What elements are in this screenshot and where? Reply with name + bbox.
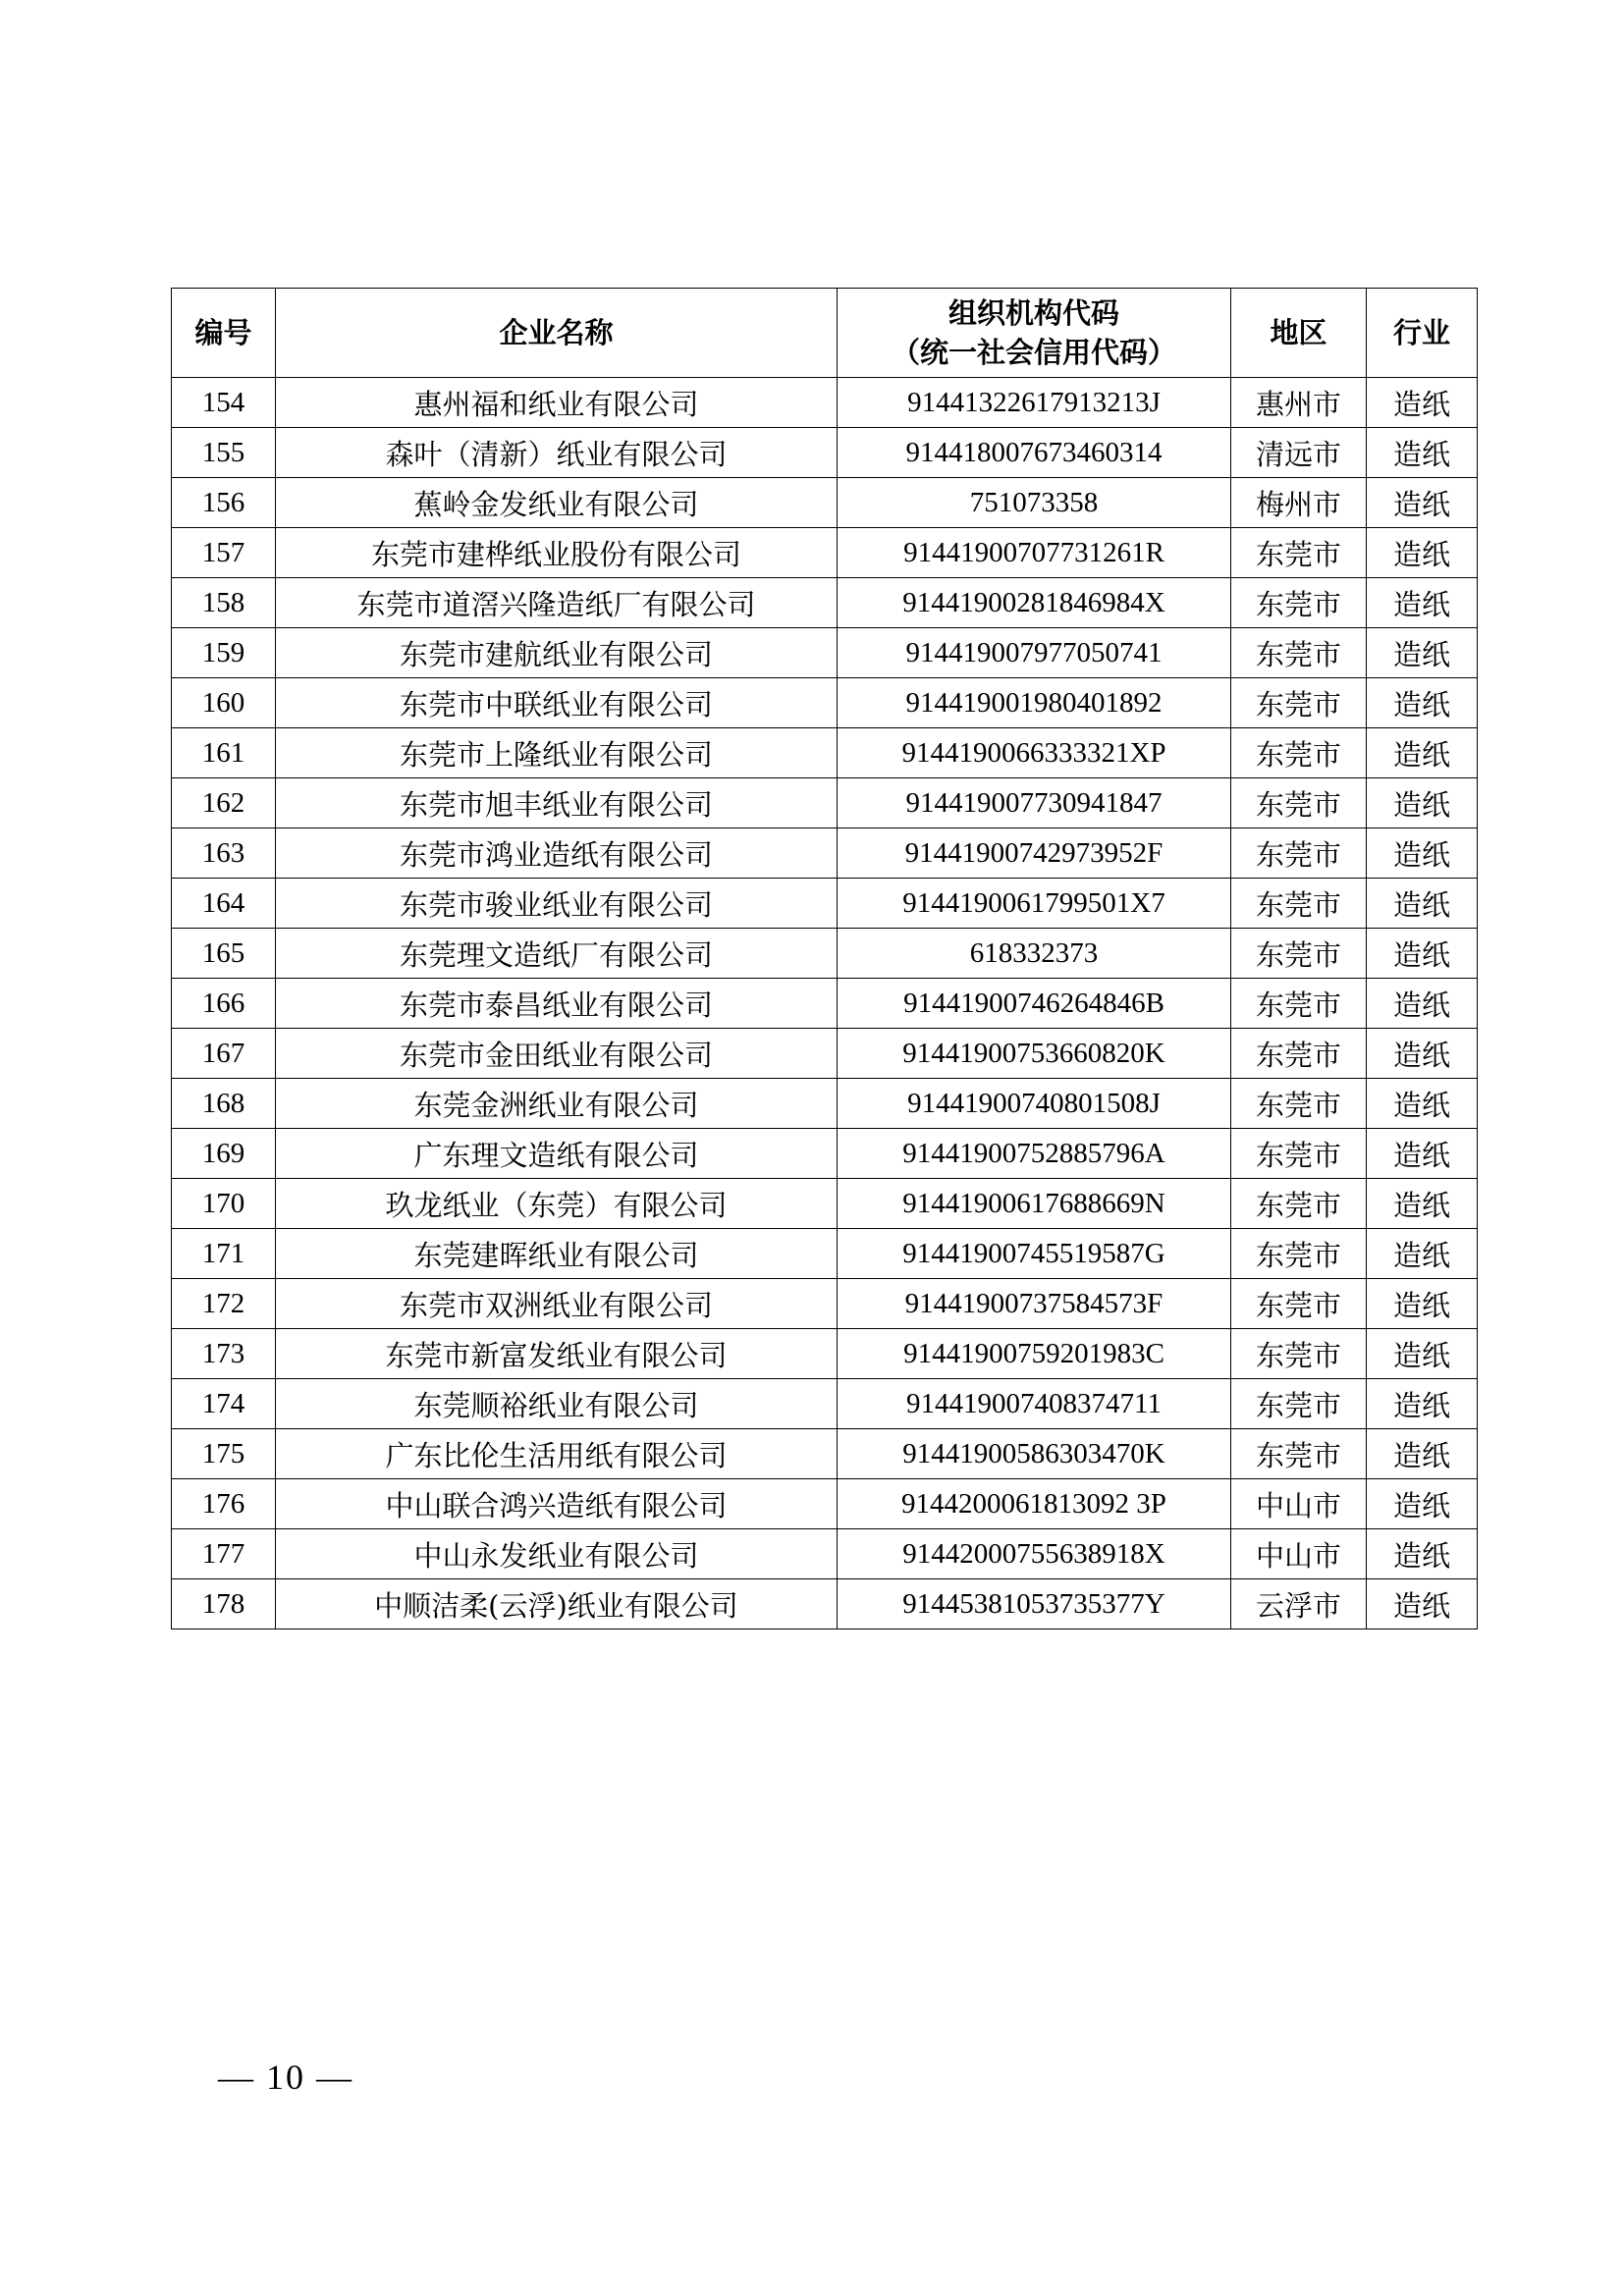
cell-industry: 造纸 <box>1367 1079 1478 1129</box>
table-row <box>172 528 1478 578</box>
cell-region: 东莞市 <box>1231 678 1367 728</box>
cell-industry: 造纸 <box>1367 979 1478 1029</box>
cell-no: 160 <box>172 678 276 728</box>
table-row <box>172 478 1478 528</box>
cell-region: 中山市 <box>1231 1529 1367 1579</box>
cell-region: 东莞市 <box>1231 1079 1367 1129</box>
cell-region: 东莞市 <box>1231 1029 1367 1079</box>
header-code <box>838 289 1231 378</box>
cell-no: 170 <box>172 1179 276 1229</box>
cell-name: 广东理文造纸有限公司 <box>276 1129 838 1179</box>
cell-region: 东莞市 <box>1231 628 1367 678</box>
table-row <box>172 1229 1478 1279</box>
cell-name: 东莞市骏业纸业有限公司 <box>276 879 838 929</box>
cell-industry: 造纸 <box>1367 879 1478 929</box>
cell-name: 东莞市建航纸业有限公司 <box>276 628 838 678</box>
cell-code: 91441900737584573F <box>838 1279 1231 1329</box>
cell-industry: 造纸 <box>1367 828 1478 879</box>
cell-name: 东莞顺裕纸业有限公司 <box>276 1379 838 1429</box>
cell-no: 178 <box>172 1579 276 1629</box>
cell-industry: 造纸 <box>1367 528 1478 578</box>
cell-industry: 造纸 <box>1367 1129 1478 1179</box>
cell-name: 蕉岭金发纸业有限公司 <box>276 478 838 528</box>
cell-industry: 造纸 <box>1367 1229 1478 1279</box>
table-row <box>172 1529 1478 1579</box>
cell-code: 91441900746264846B <box>838 979 1231 1029</box>
cell-name: 中顺洁柔(云浮)纸业有限公司 <box>276 1579 838 1629</box>
cell-region: 东莞市 <box>1231 1179 1367 1229</box>
cell-name: 东莞市上隆纸业有限公司 <box>276 728 838 778</box>
table-row <box>172 1029 1478 1079</box>
cell-name: 玖龙纸业（东莞）有限公司 <box>276 1179 838 1229</box>
cell-industry: 造纸 <box>1367 578 1478 628</box>
table-row <box>172 578 1478 628</box>
table-row <box>172 378 1478 428</box>
cell-no: 169 <box>172 1129 276 1179</box>
table-row <box>172 778 1478 828</box>
cell-no: 174 <box>172 1379 276 1429</box>
cell-name: 东莞市泰昌纸业有限公司 <box>276 979 838 1029</box>
cell-industry: 造纸 <box>1367 428 1478 478</box>
cell-no: 165 <box>172 929 276 979</box>
cell-name: 中山永发纸业有限公司 <box>276 1529 838 1579</box>
cell-name: 惠州福和纸业有限公司 <box>276 378 838 428</box>
cell-name: 森叶（清新）纸业有限公司 <box>276 428 838 478</box>
cell-region: 东莞市 <box>1231 879 1367 929</box>
table-row <box>172 1329 1478 1379</box>
cell-industry: 造纸 <box>1367 378 1478 428</box>
cell-region: 惠州市 <box>1231 378 1367 428</box>
header-name: 企业名称 <box>276 289 838 378</box>
table-row <box>172 929 1478 979</box>
cell-code: 9144190061799501X7 <box>838 879 1231 929</box>
cell-name: 东莞市金田纸业有限公司 <box>276 1029 838 1079</box>
table-row <box>172 1429 1478 1479</box>
cell-code: 91441900752885796A <box>838 1129 1231 1179</box>
table-row <box>172 828 1478 879</box>
header-industry: 行业 <box>1367 289 1478 378</box>
header-region: 地区 <box>1231 289 1367 378</box>
cell-region: 东莞市 <box>1231 1379 1367 1429</box>
cell-code: 91441900740801508J <box>838 1079 1231 1129</box>
page-number: — 10 — <box>218 2057 353 2097</box>
cell-no: 171 <box>172 1229 276 1279</box>
enterprise-table <box>171 288 1478 1629</box>
cell-region: 东莞市 <box>1231 979 1367 1029</box>
cell-no: 159 <box>172 628 276 678</box>
table-row <box>172 428 1478 478</box>
table-row <box>172 879 1478 929</box>
cell-code: 91441900753660820K <box>838 1029 1231 1079</box>
header-row <box>172 289 1478 378</box>
cell-no: 176 <box>172 1479 276 1529</box>
table-header <box>172 289 1478 378</box>
cell-code: 91441900742973952F <box>838 828 1231 879</box>
cell-code: 914419007730941847 <box>838 778 1231 828</box>
cell-industry: 造纸 <box>1367 1329 1478 1379</box>
cell-industry: 造纸 <box>1367 929 1478 979</box>
cell-code: 91441900586303470K <box>838 1429 1231 1479</box>
cell-region: 东莞市 <box>1231 1129 1367 1179</box>
cell-no: 172 <box>172 1279 276 1329</box>
cell-code: 91441322617913213J <box>838 378 1231 428</box>
cell-region: 东莞市 <box>1231 1279 1367 1329</box>
cell-no: 177 <box>172 1529 276 1579</box>
cell-industry: 造纸 <box>1367 728 1478 778</box>
cell-industry: 造纸 <box>1367 1429 1478 1479</box>
table-row <box>172 1179 1478 1229</box>
cell-region: 东莞市 <box>1231 728 1367 778</box>
cell-code: 91441900759201983C <box>838 1329 1231 1379</box>
cell-industry: 造纸 <box>1367 1479 1478 1529</box>
table-row <box>172 678 1478 728</box>
cell-code: 9144190066333321XP <box>838 728 1231 778</box>
cell-industry: 造纸 <box>1367 678 1478 728</box>
header-code-line1: 组织机构代码 <box>947 296 1119 330</box>
cell-no: 154 <box>172 378 276 428</box>
cell-no: 155 <box>172 428 276 478</box>
cell-name: 东莞金洲纸业有限公司 <box>276 1079 838 1129</box>
cell-name: 东莞市鸿业造纸有限公司 <box>276 828 838 879</box>
cell-name: 广东比伦生活用纸有限公司 <box>276 1429 838 1479</box>
cell-name: 东莞市建桦纸业股份有限公司 <box>276 528 838 578</box>
cell-name: 东莞理文造纸厂有限公司 <box>276 929 838 979</box>
table-row <box>172 1579 1478 1629</box>
cell-no: 156 <box>172 478 276 528</box>
cell-no: 173 <box>172 1329 276 1379</box>
cell-code: 914419001980401892 <box>838 678 1231 728</box>
cell-no: 162 <box>172 778 276 828</box>
cell-code: 91441900707731261R <box>838 528 1231 578</box>
cell-industry: 造纸 <box>1367 1279 1478 1329</box>
cell-region: 东莞市 <box>1231 528 1367 578</box>
cell-no: 167 <box>172 1029 276 1079</box>
header-code-line2: （统一社会信用代码） <box>891 336 1176 369</box>
cell-region: 东莞市 <box>1231 1429 1367 1479</box>
cell-industry: 造纸 <box>1367 778 1478 828</box>
table-row <box>172 628 1478 678</box>
table-row <box>172 1129 1478 1179</box>
cell-name: 中山联合鸿兴造纸有限公司 <box>276 1479 838 1529</box>
cell-no: 164 <box>172 879 276 929</box>
cell-region: 东莞市 <box>1231 929 1367 979</box>
cell-code: 91441900617688669N <box>838 1179 1231 1229</box>
cell-no: 175 <box>172 1429 276 1479</box>
cell-industry: 造纸 <box>1367 1579 1478 1629</box>
cell-industry: 造纸 <box>1367 478 1478 528</box>
cell-no: 157 <box>172 528 276 578</box>
table-body <box>172 378 1478 1629</box>
cell-code: 751073358 <box>838 478 1231 528</box>
cell-name: 东莞市中联纸业有限公司 <box>276 678 838 728</box>
cell-no: 158 <box>172 578 276 628</box>
cell-code: 618332373 <box>838 929 1231 979</box>
cell-name: 东莞市双洲纸业有限公司 <box>276 1279 838 1329</box>
cell-code: 914419007977050741 <box>838 628 1231 678</box>
cell-no: 163 <box>172 828 276 879</box>
cell-region: 东莞市 <box>1231 778 1367 828</box>
cell-code: 91441900281846984X <box>838 578 1231 628</box>
table-row <box>172 728 1478 778</box>
cell-name: 东莞市新富发纸业有限公司 <box>276 1329 838 1379</box>
cell-code: 91445381053735377Y <box>838 1579 1231 1629</box>
cell-industry: 造纸 <box>1367 1379 1478 1429</box>
table-row <box>172 1379 1478 1429</box>
cell-region: 东莞市 <box>1231 828 1367 879</box>
cell-region: 梅州市 <box>1231 478 1367 528</box>
cell-region: 云浮市 <box>1231 1579 1367 1629</box>
cell-no: 161 <box>172 728 276 778</box>
table-row <box>172 979 1478 1029</box>
cell-region: 东莞市 <box>1231 1329 1367 1379</box>
table-row <box>172 1279 1478 1329</box>
table-row <box>172 1479 1478 1529</box>
cell-no: 166 <box>172 979 276 1029</box>
cell-code: 91441900745519587G <box>838 1229 1231 1279</box>
cell-region: 东莞市 <box>1231 1229 1367 1279</box>
cell-name: 东莞市旭丰纸业有限公司 <box>276 778 838 828</box>
cell-region: 清远市 <box>1231 428 1367 478</box>
cell-name: 东莞市道滘兴隆造纸厂有限公司 <box>276 578 838 628</box>
cell-name: 东莞建晖纸业有限公司 <box>276 1229 838 1279</box>
cell-industry: 造纸 <box>1367 1529 1478 1579</box>
cell-no: 168 <box>172 1079 276 1129</box>
cell-industry: 造纸 <box>1367 628 1478 678</box>
cell-industry: 造纸 <box>1367 1179 1478 1229</box>
header-no: 编号 <box>172 289 276 378</box>
table-row <box>172 1079 1478 1129</box>
cell-region: 东莞市 <box>1231 578 1367 628</box>
cell-industry: 造纸 <box>1367 1029 1478 1079</box>
cell-code: 91442000755638918X <box>838 1529 1231 1579</box>
cell-code: 9144200061813092 3P <box>838 1479 1231 1529</box>
cell-code: 914418007673460314 <box>838 428 1231 478</box>
cell-region: 中山市 <box>1231 1479 1367 1529</box>
cell-code: 914419007408374711 <box>838 1379 1231 1429</box>
